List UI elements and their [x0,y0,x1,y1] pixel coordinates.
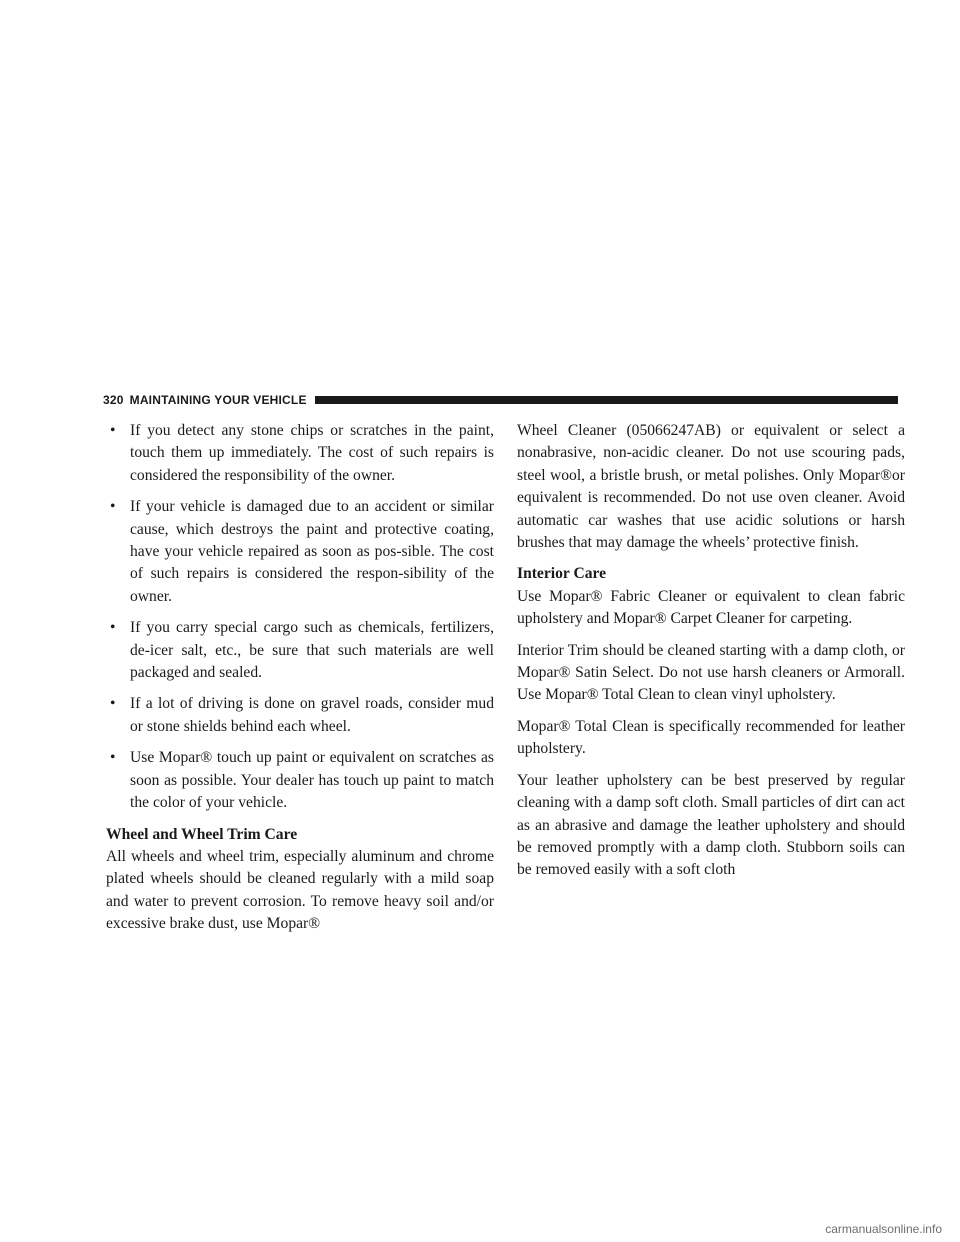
page-number: 320 [103,393,124,407]
watermark: carmanualsonline.info [825,1222,942,1236]
wheel-care-continued: Wheel Cleaner (05066247AB) or equivalent or select a nonabrasive, non-acidic cleaner. Do not use scouring pads, steel wool, a bristle brush, or metal polishes. Only Mopar®or equivalent is recommended. Do not use oven cleaner. Avoid automatic car washes that use acidic solutions or harsh brushes that may damage the wheels’ protective finish. [517,422,905,552]
list-item [106,747,494,814]
left-column [106,420,494,945]
bullet-text: If a lot of driving is done on gravel roads, consider mud or stone shields behind each wheel. [130,695,494,735]
list-item [106,420,494,487]
interior-paragraph: Mopar® Total Clean is specifically recommended for leather upholstery. [517,717,905,758]
interior-paragraph: Use Mopar® Fabric Cleaner or equivalent to clean fabric upholstery and Mopar® Carpet Cleaner for carpeting. [517,587,905,628]
interior-care-heading: Interior Care [517,565,607,583]
section-title: MAINTAINING YOUR VEHICLE [129,393,307,407]
wheel-care-paragraph: All wheels and wheel trim, especially aluminum and chrome plated wheels should be cleaned regularly with a mild soap and water to prevent corrosion. To remove heavy soil and/or excessive brake dust, use Mopar® [106,847,494,933]
page-header [103,391,898,409]
bullet-text: If your vehicle is damaged due to an accident or similar cause, which destroys the paint and protective coating, have your vehicle repaired as soon as pos-sible. The cost of such repairs is considered the respon-sibility of the owner. [130,498,494,605]
list-item [106,496,494,608]
header-rule [315,396,898,404]
list-item [106,693,494,738]
bullet-icon: • [110,695,116,713]
interior-paragraph: Interior Trim should be cleaned starting with a damp cloth, or Mopar® Satin Select. Do not use harsh cleaners or Armorall. Use Mopar® Total Clean to clean vinyl upholstery. [517,641,905,704]
bullet-icon: • [110,749,116,767]
bullet-text: If you carry special cargo such as chemicals, fertilizers, de-icer salt, etc., be sure that such materials are well packaged and sealed. [130,619,494,682]
list-item [106,617,494,684]
wheel-care-heading: Wheel and Wheel Trim Care [106,825,298,843]
bullet-text: Use Mopar® touch up paint or equivalent on scratches as soon as possible. Your dealer has touch up paint to match the color of your vehicle. [130,749,494,812]
bullet-icon: • [110,619,116,637]
bullet-icon: • [110,422,116,439]
bullet-text: If you detect any stone chips or scratches in the paint, touch them up immediately. The cost of such repairs is considered the responsibility of the owner. [130,422,494,484]
bullet-icon: • [110,498,116,516]
bullet-list [106,420,494,815]
interior-paragraph: Your leather upholstery can be best preserved by regular cleaning with a damp soft cloth. Small particles of dirt can act as an abrasive and damage the leather upholstery and should be removed promptly with a damp cloth. Stubborn soils can be removed easily with a soft cloth [517,771,905,879]
right-column [517,420,905,891]
